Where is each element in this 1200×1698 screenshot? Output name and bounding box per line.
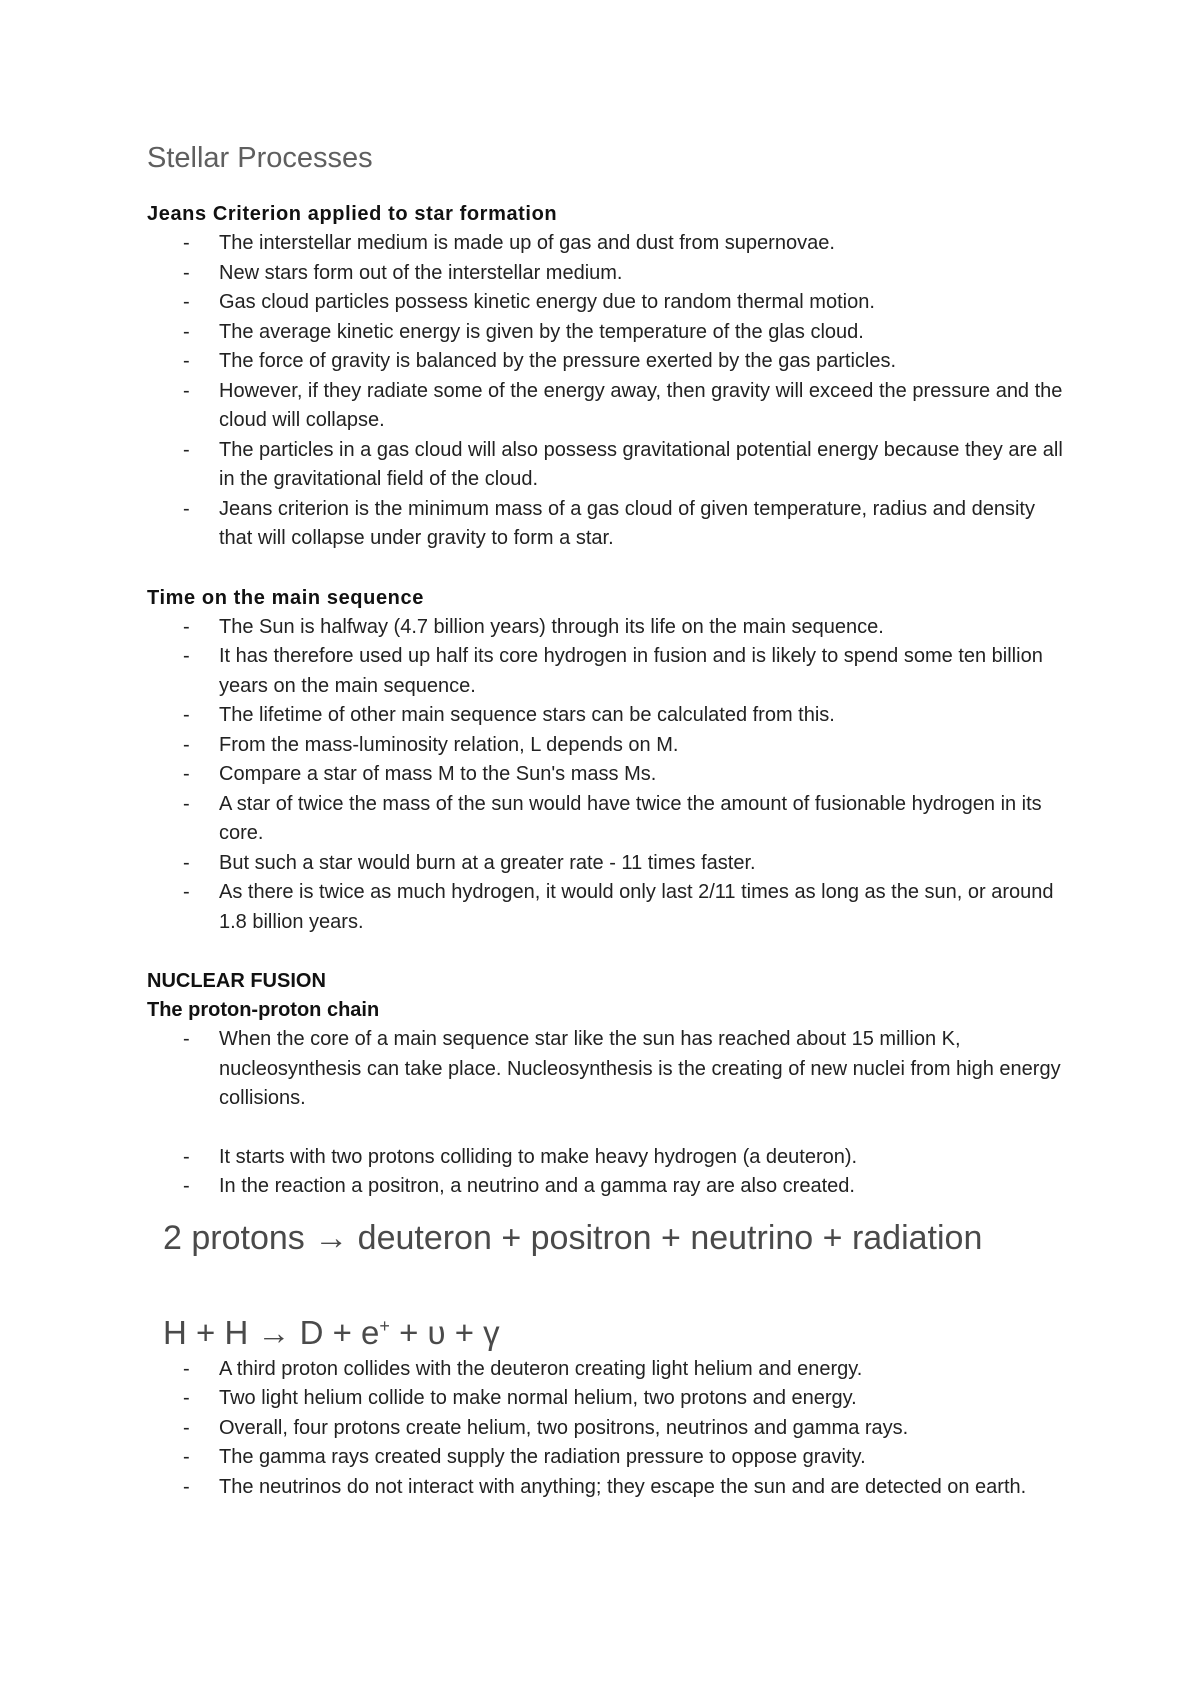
spacer bbox=[147, 1114, 1067, 1143]
equation-symbols-rest: + υ + γ bbox=[389, 1313, 500, 1351]
fusion-final-list bbox=[147, 1355, 1067, 1503]
list-item: - Gas cloud particles possess kinetic energy due to random thermal motion. bbox=[147, 288, 1067, 318]
list-item: - The lifetime of other main sequence stars can be calculated from this. bbox=[147, 701, 1067, 731]
list-item: - In the reaction a positron, a neutrino and a gamma ray are also created. bbox=[147, 1172, 1067, 1202]
list-item: - It starts with two protons colliding to make heavy hydrogen (a deuteron). bbox=[147, 1143, 1067, 1173]
list-item: - A third proton collides with the deuteron creating light helium and energy. bbox=[147, 1355, 1067, 1385]
jeans-list bbox=[147, 229, 1067, 554]
section-heading-main-sequence: Time on the main sequence bbox=[147, 586, 424, 609]
list-item: - However, if they radiate some of the energy away, then gravity will exceed the pressure and the cloud will collapse. bbox=[147, 377, 1067, 436]
list-item: - Two light helium collide to make normal helium, two protons and energy. bbox=[147, 1384, 1067, 1414]
list-item: - New stars form out of the interstellar medium. bbox=[147, 259, 1067, 289]
list-item: - It has therefore used up half its core hydrogen in fusion and is likely to spend some ten billion years on the main sequence. bbox=[147, 642, 1067, 701]
list-item: - The interstellar medium is made up of gas and dust from supernovae. bbox=[147, 229, 1067, 259]
page-title: Stellar Processes bbox=[147, 142, 373, 174]
list-item: - From the mass-luminosity relation, L depends on M. bbox=[147, 731, 1067, 761]
fusion-reaction-list bbox=[147, 1143, 1067, 1202]
list-item: - Compare a star of mass M to the Sun's mass Ms. bbox=[147, 760, 1067, 790]
list-item: - The average kinetic energy is given by the temperature of the glas cloud. bbox=[147, 318, 1067, 348]
spacer bbox=[147, 554, 1067, 584]
list-item: - When the core of a main sequence star like the sun has reached about 15 million K, nucleosynthesis can take place. Nucleosynthesis is the creating of new nuclei from high energy collisions. bbox=[147, 1025, 1067, 1114]
list-item: - As there is twice as much hydrogen, it would only last 2/11 times as long as the sun, or around 1.8 billion years. bbox=[147, 878, 1067, 937]
section-heading-nuclear-fusion: NUCLEAR FUSION bbox=[147, 970, 326, 992]
list-item: - Overall, four protons create helium, two positrons, neutrinos and gamma rays. bbox=[147, 1414, 1067, 1444]
positron-charge-sup: + bbox=[379, 1315, 390, 1336]
list-item: - The Sun is halfway (4.7 billion years) through its life on the main sequence. bbox=[147, 613, 1067, 643]
equation-words: 2 protons → deuteron + positron + neutrino + radiation bbox=[163, 1218, 983, 1257]
list-item: - A star of twice the mass of the sun would have twice the amount of fusionable hydrogen in its core. bbox=[147, 790, 1067, 849]
subheading-proton-proton-chain: The proton-proton chain bbox=[147, 999, 380, 1021]
equation-symbols-base: H + H → D + e bbox=[163, 1313, 380, 1351]
list-item: - But such a star would burn at a greater rate - 11 times faster. bbox=[147, 849, 1067, 879]
fusion-intro-list bbox=[147, 1025, 1067, 1114]
list-item: - The gamma rays created supply the radiation pressure to oppose gravity. bbox=[147, 1443, 1067, 1473]
list-item: - The particles in a gas cloud will also possess gravitational potential energy because they are all in the gravitational field of the cloud. bbox=[147, 436, 1067, 495]
list-item: - The neutrinos do not interact with anything; they escape the sun and are detected on earth. bbox=[147, 1473, 1067, 1503]
list-item: - The force of gravity is balanced by the pressure exerted by the gas particles. bbox=[147, 347, 1067, 377]
document-page bbox=[147, 138, 1067, 1502]
section-heading-jeans: Jeans Criterion applied to star formation bbox=[147, 203, 558, 225]
main-sequence-list bbox=[147, 613, 1067, 938]
equation-symbols bbox=[163, 1304, 1067, 1355]
list-item: - Jeans criterion is the minimum mass of a gas cloud of given temperature, radius and density that will collapse under gravity to form a star. bbox=[147, 495, 1067, 554]
spacer bbox=[147, 937, 1067, 967]
